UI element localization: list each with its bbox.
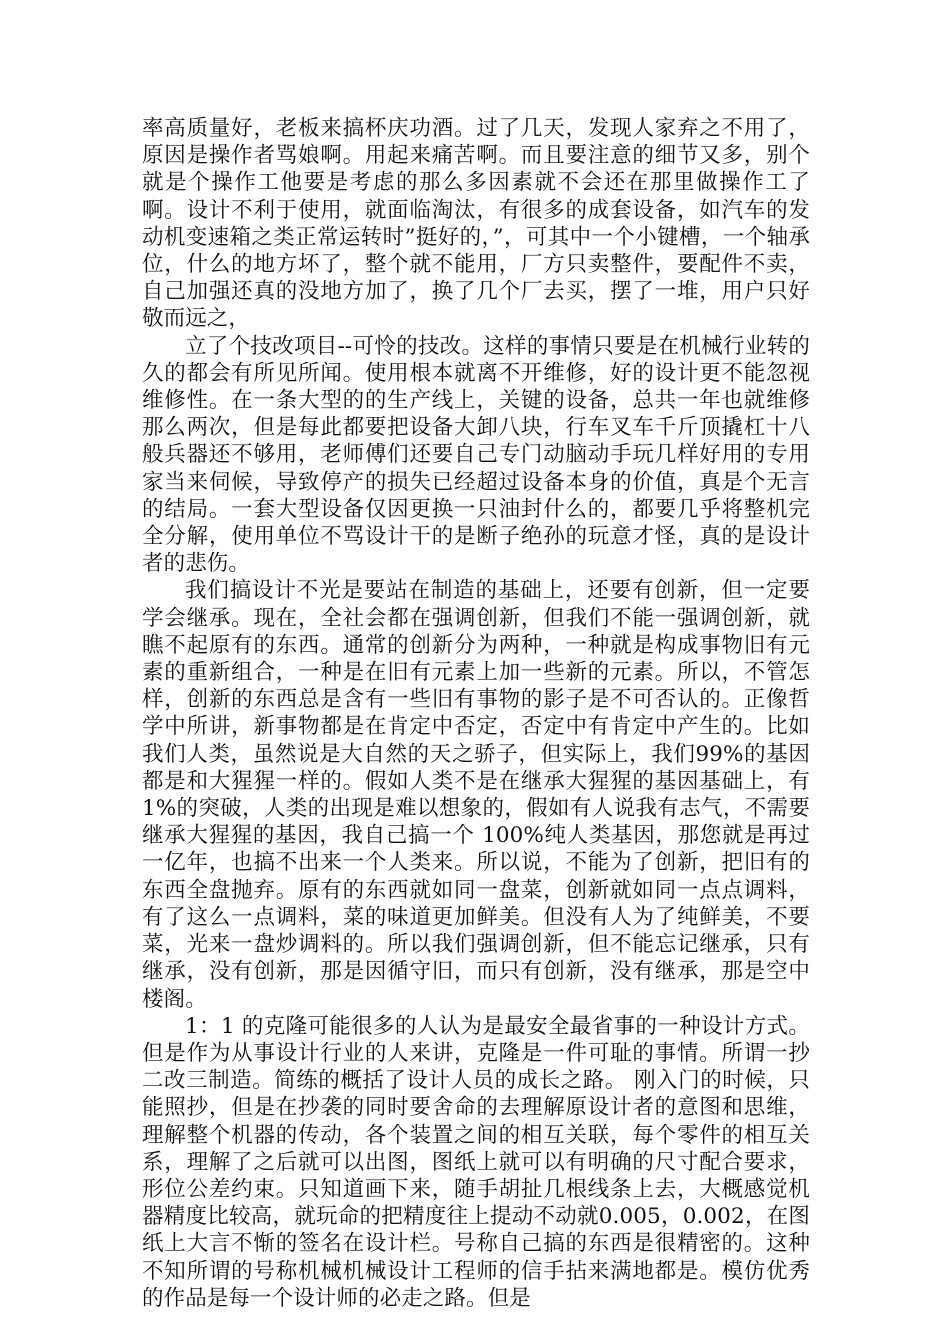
paragraph-continued: 率高质量好，老板来搞杯庆功酒。过了几天，发现人家弃之不用了，原因是操作者骂娘啊。用起来痛苦啊。而且要注意的细节又多，别个就是个操作工他要是考虑的那么多因素就不会还在那里做操作工了啊。设计不利于使用，就面临淘汰，有很多的成套设备，如汽车的发动机变速箱之类正常运转时”挺好的，”，可其中一个小键槽，一个轴承位，什么的地方坏了，整个就不能用，厂方只卖整件，要配件不卖，自己加强还真的没地方加了，换了几个厂去买，摆了一堆，用户只好敬而远之，	[142, 116, 810, 332]
body-text	[142, 115, 810, 1312]
paragraph-cloning: 1：1 的克隆可能很多的人认为是最安全最省事的一种设计方式。但是作为从事设计行业的人来讲，克隆是一件可耻的事情。所谓一抄二改三制造。简练的概括了设计人员的成长之路。 刚入门的时候，只能照抄，但是在抄袭的同时要舍命的去理解原设计者的意图和思维，理解整个机器的传动，各个装置之间的相互关联，每个零件的相互关系，理解了之后就可以出图，图纸上就可以有明确的尺寸配合要求，形位公差约束。只知道画下来，随手胡扯几根线条上去，大概感觉机器精度比较高，就玩命的把精度往上提动不动就0.005，0.002，在图纸上大言不惭的签名在设计栏。号称自己搞的东西是很精密的。这种不知所谓的号称机械机械设计工程师的信手拈来满地都是。模仿优秀的作品是每一个设计师的必走之路。但是	[142, 1013, 810, 1311]
paragraph-innovation-inheritance: 我们搞设计不光是要站在制造的基础上，还要有创新，但一定要学会继承。现在，全社会都在强调创新，但我们不能一强调创新，就瞧不起原有的东西。通常的创新分为两种，一种就是构成事物旧有元素的重新组合，一种是在旧有元素上加一些新的元素。所以，不管怎样，创新的东西总是含有一些旧有事物的影子是不可否认的。正像哲学中所讲，新事物都是在肯定中否定，否定中有肯定中产生的。比如我们人类，虽然说是大自然的天之骄子，但实际上，我们99%的基因都是和大猩猩一样的。假如人类不是在继承大猩猩的基因基础上，有 1%的突破，人类的出现是难以想象的，假如有人说我有志气，不需要继承大猩猩的基因，我自己搞一个 100%纯人类基因，那您就是再过一亿年，也搞不出来一个人类来。所以说，不能为了创新，把旧有的东西全盘抛弃。原有的东西就如同一盘菜，创新就如同一点点调料，有了这么一点调料，菜的味道更加鲜美。但没有人为了纯鲜美，不要菜，光来一盘炒调料的。所以我们强调创新，但不能忘记继承，只有继承，没有创新，那是因循守旧，而只有创新，没有继承，那是空中楼阁。	[142, 578, 810, 1012]
paragraph-technical-renovation: 立了个技改项目--可怜的技改。这样的事情只要是在机械行业转的久的都会有所见所闻。使用根本就离不开维修，好的设计更不能忽视维修性。在一条大型的的生产线上，关键的设备，总共一年也就维修那么两次，但是每此都要把设备大卸八块，行车叉车千斤顶撬杠十八般兵器还不够用，老师傅们还要自己专门动脑动手玩几样好用的专用家当来伺候，导致停产的损失已经超过设备本身的价值，真是个无言的结局。一套大型设备仅因更换一只油封什么的，都要几乎将整机完全分解，使用单位不骂设计干的是断子绝孙的玩意才怪，真的是设计者的悲伤。	[142, 333, 810, 577]
